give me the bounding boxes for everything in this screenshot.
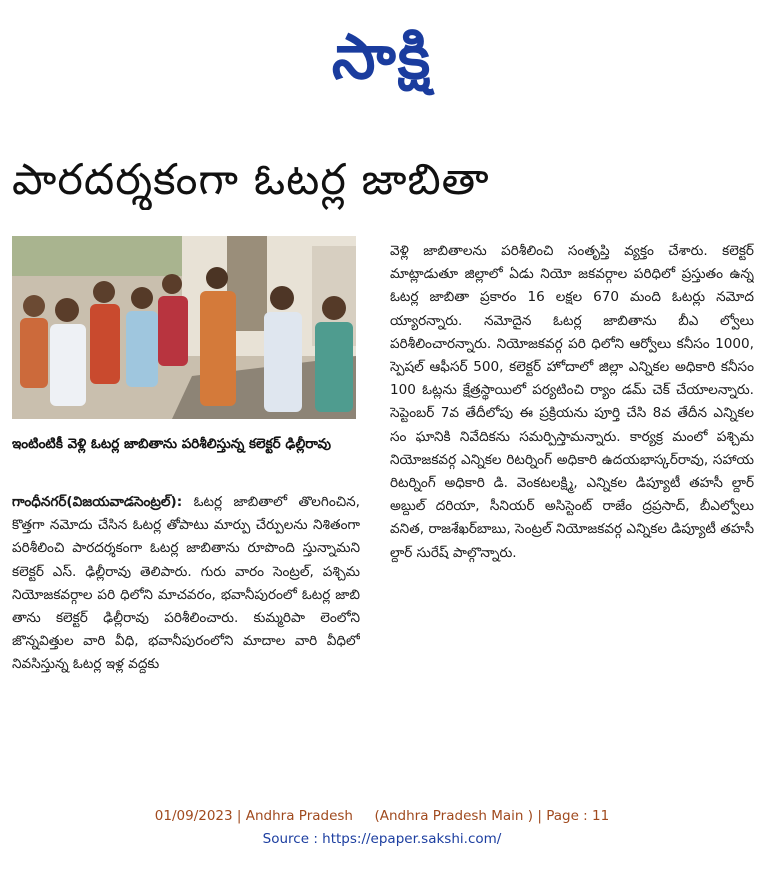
footer-separator: | — [236, 808, 242, 824]
footer-source[interactable]: Source : https://epaper.sakshi.com/ — [262, 831, 502, 847]
footer-date: 01/09/2023 — [154, 808, 233, 824]
footer-separator-2: | — [537, 808, 542, 824]
body-text-left: ఓటర్ల జాబితాలో తొలగించిన, కొత్తగా నమోదు చేసిన ఓటర్ల తోపాటు మార్పు చేర్పులను నిశితంగా పరిశీలించి పారదర్శకంగా ఓటర్ల జాబితాను రూపొంది స్తున్నామని కలెక్టర్‌ ఎస్‌. ఢిల్లీరావు తెలిపారు. గురు వారం సెంట్రల్‌, పశ్చిమ నియోజకవర్గాల పరి ధిలోని మాచవరం, భవానీపురంలో ఓటర్ల జాబి తాను కలెక్టర్‌ ఢిల్లీరావు పరిశీలించారు. కుమ్మరిపా లెంలోని జొన్నవిత్తుల వారి వీధి, భవానీపురంలోని మాదాల వారి వీధిలో నివసిస్తున్న ఓటర్ల ఇళ్ల వద్దకు — [12, 494, 360, 673]
footer-page: Page : 11 — [546, 808, 610, 824]
dateline: గాంధీనగర్‌(విజయవాడసెంట్రల్‌): — [12, 494, 183, 510]
article-body-left — [12, 491, 360, 775]
footer-edition: (Andhra Pradesh Main ) — [374, 808, 534, 824]
article-headline: పారదర్శకంగా ఓటర్ల జాబితా — [12, 155, 490, 205]
article-photo — [12, 236, 356, 419]
masthead — [0, 14, 764, 100]
photo-caption: ఇంటింటికీ వెళ్లి ఓటర్ల జాబితాను పరిశీలిస్తున్న కలెక్టర్‌ ఢిల్లీరావు — [12, 436, 331, 452]
article-body-right: వెళ్లి జాబితాలను పరిశీలించి సంతృప్తి వ్యక్తం చేశారు. కలెక్టర్‌ మాట్లాడుతూ జిల్లాలో ఏడు నియో జకవర్గాల పరిధిలో ప్రస్తుతం ఉన్న ఓటర్ల జాబితా ప్రకారం 16 లక్షల 670 మంది ఓటర్లు నమోద య్యారన్నారు. నమోదైన ఓటర్ల జాబితాను బీఎ ల్వోలు పరిశీలించారన్నారు. నియోజకవర్గ పరి ధిలోని ఆర్వోలు కనీసం 1000, స్పెషల్‌ ఆఫీసర్‌ 500, కలెక్టర్‌ హోదాలో జిల్లా ఎన్నికల అధికారి కనీసం 100 ఓట్లను క్షేత్రస్థాయిలో పర్యటించి ర్యాం డమ్‌ చెక్‌ చేయాలన్నారు. సెప్టెంబర్‌ 7వ తేదీలోపు ఈ ప్రక్రియను పూర్తి చేసి 8వ తేదీన ఎన్నికల సం ఘానికి నివేదికను సమర్పిస్తామన్నారు. కార్యక్ర మంలో పశ్చిమ నియోజకవర్గ ఎన్నికల రిటర్నింగ్‌ అధికారి ఉదయభాస్కర్‌రావు, సహాయ రిటర్నింగ్‌ అధికారి డి. వెంకటలక్ష్మి, ఎన్నికల డిప్యూటీ తహసీ ల్దార్‌ అబ్దుల్‌ దరియా, సీనియర్‌ అసిస్టెంట్‌ రాజేం ద్రప్రసాద్‌, బీఎల్వోలు వనిత, రాజశేఖర్‌బాబు, సెంట్రల్‌ నియోజకవర్గ ఎన్నికల డిప్యూటీ తహసీ ల్దార్‌ సురేష్‌ పాల్గొన్నారు. — [390, 243, 754, 561]
footer-region: Andhra Pradesh — [245, 808, 353, 824]
footer-meta — [0, 808, 764, 824]
sakshi-logo: సాక్షి — [331, 20, 433, 93]
footer-source-line — [0, 831, 764, 847]
